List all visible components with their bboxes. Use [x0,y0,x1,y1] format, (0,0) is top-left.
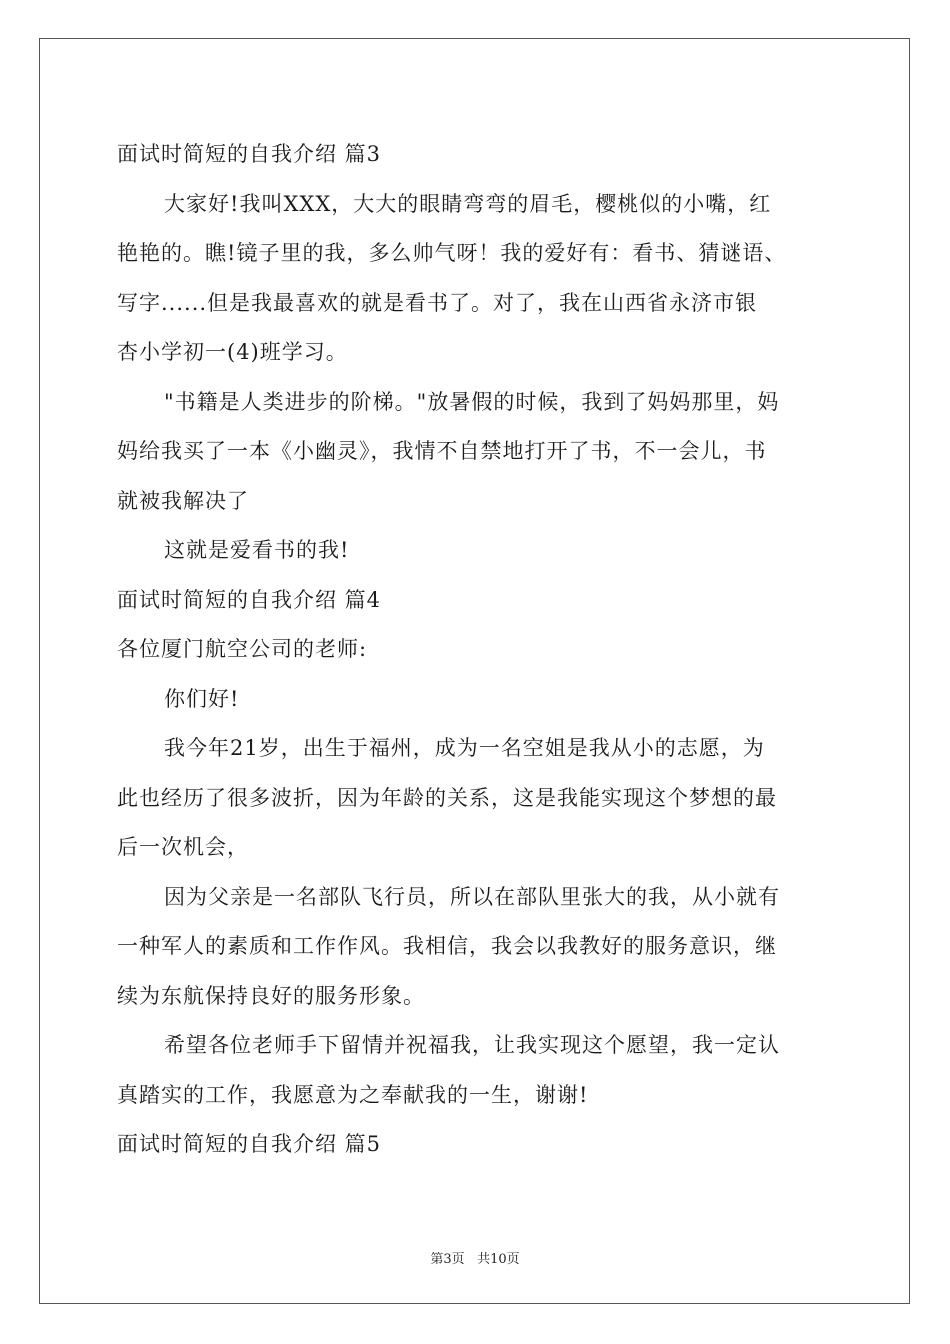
page-total: 共10页 [477,1252,520,1267]
paragraph-line: 妈给我买了一本《小幽灵》，我情不自禁地打开了书，不一会儿，书 [117,439,767,463]
page-number: 第3页 [430,1252,465,1267]
paragraph-line: 此也经历了很多波折，因为年龄的关系，这是我能实现这个梦想的最 [117,785,777,810]
paragraph-line: 一种军人的素质和工作作风。我相信，我会以我教好的服务意识，继 [117,934,777,958]
paragraph-line: 杏小学初一(4)班学习。 [117,340,348,364]
section-heading-3: 面试时简短的自我介绍 篇3 [117,142,382,166]
paragraph-line: 我今年21岁，出生于福州，成为一名空姐是我从小的志愿，为 [164,736,765,760]
paragraph-line: 就被我解决了 [117,488,249,513]
document-body [117,130,837,1170]
page-footer [0,1248,950,1267]
greeting: 你们好! [164,686,240,711]
paragraph-line: 这就是爱看书的我! [164,538,350,562]
salutation: 各位厦门航空公司的老师: [117,637,368,661]
paragraph-line: 艳艳的。瞧!镜子里的我，多么帅气呀！我的爱好有：看书、猜谜语、 [117,241,787,265]
section-heading-4: 面试时简短的自我介绍 篇4 [117,587,382,612]
paragraph-line: 续为东航保持良好的服务形象。 [117,983,425,1008]
paragraph-line: 后一次机会， [117,835,249,859]
paragraph-line: "书籍是人类进步的阶梯。"放暑假的时候，我到了妈妈那里，妈 [164,389,780,414]
paragraph-line: 写字......但是我最喜欢的就是看书了。对了，我在山西省永济市银 [117,290,758,315]
section-heading-5: 面试时简短的自我介绍 篇5 [117,1132,382,1156]
paragraph-line: 大家好!我叫XXX，大大的眼睛弯弯的眉毛，樱桃似的小嘴，红 [164,191,772,216]
paragraph-line: 因为父亲是一名部队飞行员，所以在部队里张大的我，从小就有 [164,884,780,909]
paragraph-line: 真踏实的工作，我愿意为之奉献我的一生，谢谢! [117,1082,589,1107]
paragraph-line: 希望各位老师手下留情并祝福我，让我实现这个愿望，我一定认 [164,1033,780,1057]
